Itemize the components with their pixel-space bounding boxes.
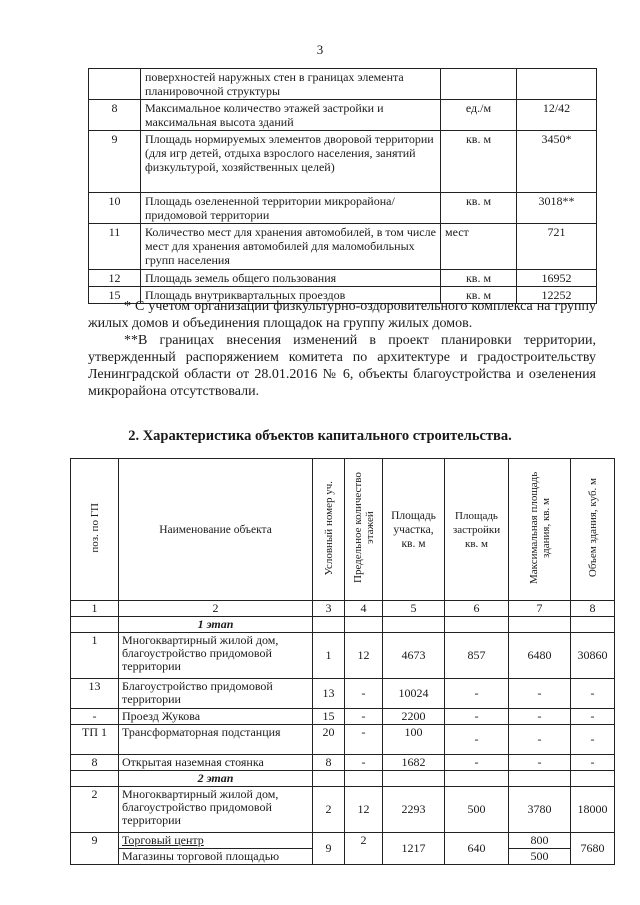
col-number: 5 [383, 601, 445, 617]
cell-floors: - [345, 709, 383, 725]
cell-max: 800 [509, 833, 571, 849]
objects-table [70, 458, 615, 865]
cell-volume: - [571, 679, 615, 709]
table-row [89, 69, 597, 100]
cell-built: 500 [445, 787, 509, 833]
cell-floors: - [345, 679, 383, 709]
cell-pos: 9 [71, 833, 119, 865]
table-row [89, 193, 597, 224]
cell-name: Проезд Жукова [119, 709, 313, 725]
col-number: 6 [445, 601, 509, 617]
cell-plot: 1682 [383, 755, 445, 771]
row-name: Площадь нормируемых элементов дворовой территории (для игр детей, отдыха взрослого населения, занятий физкультурой, хозяйственных целей) [141, 131, 441, 193]
stage-row [71, 617, 615, 633]
column-number-row [71, 601, 615, 617]
indicators-table [88, 68, 597, 304]
header-volume: Объем здания, куб. м [571, 459, 615, 601]
header-max-area: Максимальная площадь здания, кв. м [509, 459, 571, 601]
row-unit: мест [441, 224, 517, 270]
row-value: 16952 [517, 270, 597, 287]
footnote-1: * С учетом организации физкультурно-оздоровительного комплекса на группу жилых домов и объединения площадок на группу жилых домов. [88, 299, 596, 331]
col-number: 1 [71, 601, 119, 617]
row-number: 8 [89, 100, 141, 131]
cell-built: 640 [445, 833, 509, 865]
cell-name: Открытая наземная стоянка [119, 755, 313, 771]
cell-plot: 10024 [383, 679, 445, 709]
row-name: Максимальное количество этажей застройки и максимальная высота зданий [141, 100, 441, 131]
cell-name: Многоквартирный жилой дом, благоустройство придомовой территории [119, 787, 313, 833]
row-number: 12 [89, 270, 141, 287]
section-heading: 2. Характеристика объектов капитального строительства. [128, 428, 512, 444]
header-built-area: Площадь застройки кв. м [445, 459, 509, 601]
cell-cond: 15 [313, 709, 345, 725]
cell-volume: - [571, 755, 615, 771]
row-name: Площадь земель общего пользования [141, 270, 441, 287]
table-header-row [71, 459, 615, 601]
col-number: 4 [345, 601, 383, 617]
stage-row [71, 771, 615, 787]
row-unit: кв. м [441, 270, 517, 287]
table-row [71, 755, 615, 771]
header-floors: Предельное количество этажей [345, 459, 383, 601]
cell-cond: 9 [313, 833, 345, 865]
cell-plot: 1217 [383, 833, 445, 865]
cell-floors: - [345, 725, 383, 755]
col-number: 2 [119, 601, 313, 617]
footnote-2: **В границах внесения изменений в проект планировки территории, утвержденный распоряжением комитета по архитектуре и градостроительству Ленинградской области от 28.01.2016 № 6, объекты благоустройства и озеленения микрорайона отсутствовали. [88, 333, 596, 399]
row-number: 10 [89, 193, 141, 224]
row-unit: кв. м [441, 287, 517, 304]
cell-plot: 100 [383, 725, 445, 755]
cell-pos: ТП 1 [71, 725, 119, 755]
row-value: 721 [517, 224, 597, 270]
cell-built: - [445, 725, 509, 755]
cell-name: Многоквартирный жилой дом, благоустройство придомовой территории [119, 633, 313, 679]
table-row [71, 725, 615, 755]
cell-name: Благоустройство придомовой территории [119, 679, 313, 709]
cell-pos: 8 [71, 755, 119, 771]
cell-pos: 13 [71, 679, 119, 709]
header-plot-area: Площадь участка, кв. м [383, 459, 445, 601]
page-number: 3 [316, 42, 324, 57]
row-number: 11 [89, 224, 141, 270]
cell-built: - [445, 755, 509, 771]
cell-max: 3780 [509, 787, 571, 833]
cell-floors: 12 [345, 787, 383, 833]
table-row [89, 224, 597, 270]
cell-max: 6480 [509, 633, 571, 679]
cell-cond: 8 [313, 755, 345, 771]
table-row [71, 787, 615, 833]
cell-pos: - [71, 709, 119, 725]
cell-name: Торговый центр [119, 833, 313, 849]
cell-floors: 2 [345, 833, 383, 865]
cell-pos: 1 [71, 633, 119, 679]
cell-volume: 30860 [571, 633, 615, 679]
row-number: 9 [89, 131, 141, 193]
row-value: 3018** [517, 193, 597, 224]
cell-built: - [445, 709, 509, 725]
row-name: Площадь озелененной территории микрорайона/придомовой территории [141, 193, 441, 224]
row-unit [441, 69, 517, 100]
table-row [71, 679, 615, 709]
stage-label: 1 этап [119, 617, 313, 633]
row-unit: кв. м [441, 131, 517, 193]
row-name: поверхностей наружных стен в границах элемента планировочной структуры [141, 69, 441, 100]
row-name: Количество мест для хранения автомобилей, в том числе мест для хранения автомобилей для маломобильных групп населения [141, 224, 441, 270]
cell-cond: 13 [313, 679, 345, 709]
cell-max: - [509, 725, 571, 755]
cell-volume: - [571, 709, 615, 725]
table-row [89, 131, 597, 193]
cell-plot: 4673 [383, 633, 445, 679]
col-number: 7 [509, 601, 571, 617]
cell-built: 857 [445, 633, 509, 679]
cell-built: - [445, 679, 509, 709]
cell-volume: 7680 [571, 833, 615, 865]
row-unit: ед./м [441, 100, 517, 131]
table-row [71, 833, 615, 849]
cell-name: Магазины торговой площадью [119, 849, 313, 865]
stage-label: 2 этап [119, 771, 313, 787]
row-value: 12252 [517, 287, 597, 304]
row-value: 3450* [517, 131, 597, 193]
row-number [89, 69, 141, 100]
cell-floors: 12 [345, 633, 383, 679]
cell-volume: 18000 [571, 787, 615, 833]
row-name: Площадь внутриквартальных проездов [141, 287, 441, 304]
header-name: Наименование объекта [119, 459, 313, 601]
header-pos: поз. по ГП [71, 459, 119, 601]
cell-plot: 2200 [383, 709, 445, 725]
cell-pos: 2 [71, 787, 119, 833]
table-row [71, 709, 615, 725]
cell-max: - [509, 709, 571, 725]
cell-floors: - [345, 755, 383, 771]
cell-max: - [509, 755, 571, 771]
cell-cond: 20 [313, 725, 345, 755]
table-row [89, 270, 597, 287]
row-number: 15 [89, 287, 141, 304]
header-cond-num: Условный номер уч. [313, 459, 345, 601]
cell-max: - [509, 679, 571, 709]
row-unit: кв. м [441, 193, 517, 224]
cell-cond: 1 [313, 633, 345, 679]
cell-cond: 2 [313, 787, 345, 833]
table-row [89, 100, 597, 131]
cell-max: 500 [509, 849, 571, 865]
table-row [71, 633, 615, 679]
cell-name: Трансформаторная подстанция [119, 725, 313, 755]
cell-plot: 2293 [383, 787, 445, 833]
cell-volume: - [571, 725, 615, 755]
row-value: 12/42 [517, 100, 597, 131]
col-number: 3 [313, 601, 345, 617]
row-value [517, 69, 597, 100]
col-number: 8 [571, 601, 615, 617]
